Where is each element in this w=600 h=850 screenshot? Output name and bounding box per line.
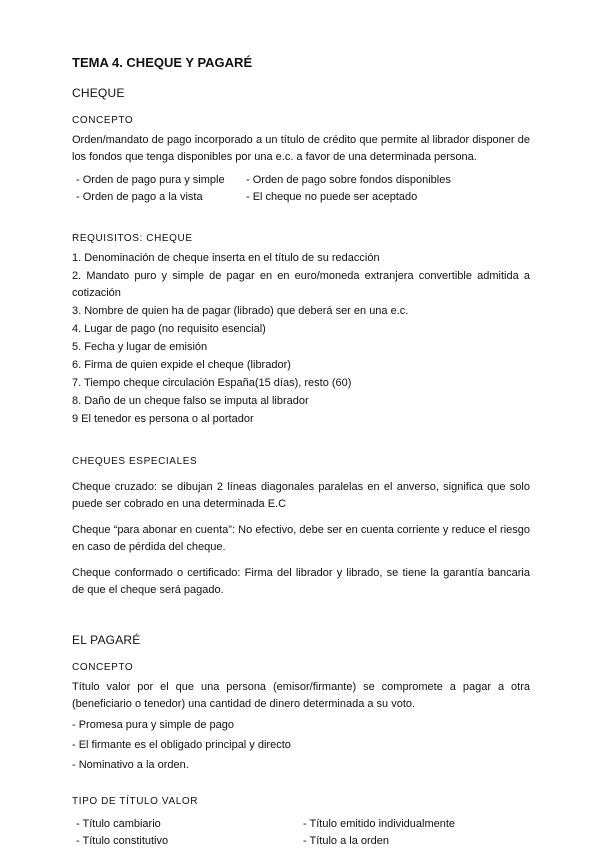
tipo-titulo-heading: TIPO DE TÍTULO VALOR — [72, 796, 199, 807]
feature-item: - Título constitutivo — [76, 835, 169, 847]
pagare-heading: EL PAGARÉ — [72, 633, 141, 647]
cheque-features-right — [246, 172, 451, 206]
list-item: 2. Mandato puro y simple de pagar en en euro/moneda extranjera convertible admitida a cotización — [72, 270, 530, 299]
cheque-section — [72, 85, 530, 599]
tipo-titulo-columns — [76, 816, 530, 850]
feature-item: - Título cambiario — [76, 818, 161, 830]
requisitos-list — [72, 250, 530, 428]
cheque-heading: CHEQUE — [72, 86, 125, 100]
pagare-concepto-heading: CONCEPTO — [72, 662, 134, 673]
cheques-especiales-heading: CHEQUES ESPECIALES — [72, 456, 198, 467]
list-item: 4. Lugar de pago (no requisito esencial) — [72, 323, 266, 335]
paragraph-cheque-abonar-cuenta: Cheque “para abonar en cuenta”: No efectivo, debe ser en cuenta corriente y reduce el riesgo en caso de pérdida del cheque. — [72, 524, 530, 553]
pagare-features-list — [72, 717, 530, 774]
list-item: 5. Fecha y lugar de emisión — [72, 341, 208, 353]
feature-item: - Orden de pago a la vista — [76, 191, 203, 203]
requisitos-heading: REQUISITOS: CHEQUE — [72, 233, 193, 244]
feature-item: - Título emitido individualmente — [303, 818, 456, 830]
list-item: 8. Daño de un cheque falso se imputa al librador — [72, 395, 309, 407]
list-item: 6. Firma de quien expide el cheque (librador) — [72, 359, 291, 371]
paragraph-cheque-conformado: Cheque conformado o certificado: Firma del librador y librado, se tiene la garantía bancaria de que el cheque será pagado. — [72, 567, 530, 596]
tipo-titulo-right — [303, 816, 455, 850]
cheque-concepto-text: Orden/mandato de pago incorporado a un título de crédito que permite al librador disponer de los fondos que tenga disponibles por una e.c. a favor de una determinada persona. — [72, 134, 530, 163]
feature-item: - Orden de pago sobre fondos disponibles — [246, 174, 451, 186]
list-item: - Promesa pura y simple de pago — [72, 719, 235, 731]
document-page — [72, 54, 530, 850]
list-item: 7. Tiempo cheque circulación España(15 días), resto (60) — [72, 377, 352, 389]
feature-item: - Orden de pago pura y simple — [76, 174, 225, 186]
pagare-concepto-text: Título valor por el que una persona (emisor/firmante) se compromete a pagar a otra (beneficiario o tenedor) una cantidad de dinero determinada a su voto. — [72, 681, 530, 710]
list-item: - El firmante es el obligado principal y directo — [72, 739, 291, 751]
feature-item: - El cheque no puede ser aceptado — [246, 191, 418, 203]
cheque-features — [76, 172, 530, 206]
feature-item: - Título a la orden — [303, 835, 390, 847]
paragraph-cheque-cruzado: Cheque cruzado: se dibujan 2 líneas diagonales paralelas en el anverso, significa que solo puede ser cobrado en una determinada E.C — [72, 481, 530, 510]
list-item: 3. Nombre de quien ha de pagar (librado) que deberá ser en una e.c. — [72, 305, 409, 317]
cheque-concepto-heading: CONCEPTO — [72, 115, 134, 126]
list-item: 9 El tenedor es persona o al portador — [72, 413, 254, 425]
cheque-features-left — [76, 172, 246, 206]
pagare-section — [72, 632, 530, 850]
tipo-titulo-left — [76, 816, 303, 850]
page-title: TEMA 4. CHEQUE Y PAGARÉ — [72, 55, 253, 70]
list-item: 1. Denominación de cheque inserta en el título de su redacción — [72, 252, 380, 264]
list-item: - Nominativo a la orden. — [72, 759, 189, 771]
